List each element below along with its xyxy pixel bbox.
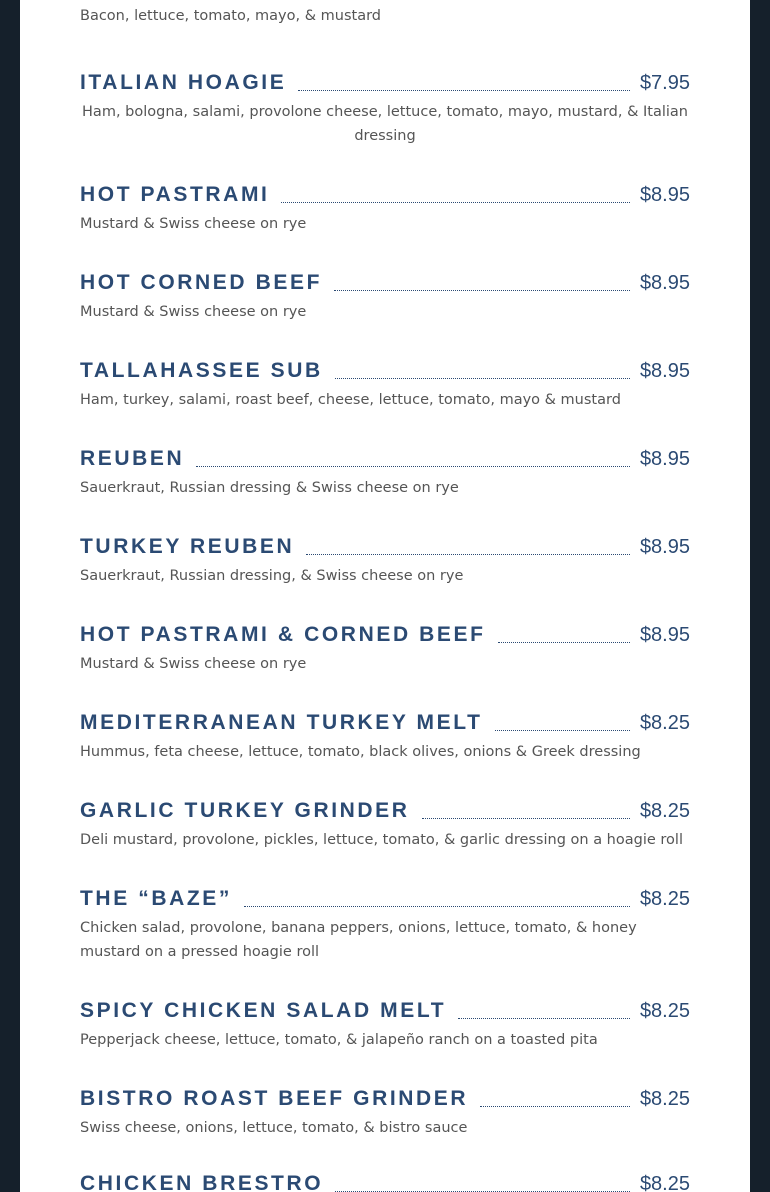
menu-item-description: Chicken salad, provolone, banana peppers, onions, lettuce, tomato, & honey mustard on a pressed hoagie roll xyxy=(80,920,637,960)
dotted-leader xyxy=(306,553,630,555)
menu-item-name: HOT PASTRAMI & CORNED BEEF xyxy=(80,623,486,646)
menu-item xyxy=(80,0,690,28)
menu-item xyxy=(80,180,690,236)
menu-item-description: Deli mustard, provolone, pickles, lettuce, tomato, & garlic dressing on a hoagie roll xyxy=(80,832,683,848)
menu-item-description: Pepperjack cheese, lettuce, tomato, & jalapeño ranch on a toasted pita xyxy=(80,1032,598,1048)
menu-item-header xyxy=(80,268,690,298)
menu-item-header xyxy=(80,444,690,474)
menu-item-price: $8.95 xyxy=(639,184,690,206)
menu-item xyxy=(80,1084,690,1140)
menu-item-header xyxy=(80,708,690,738)
menu-item-price: $8.95 xyxy=(639,272,690,294)
menu-item-price: $8.95 xyxy=(639,624,690,646)
dotted-leader xyxy=(458,1017,630,1019)
dotted-leader xyxy=(244,905,630,907)
menu-item-price: $7.95 xyxy=(639,72,690,94)
menu-item-name: HOT PASTRAMI xyxy=(80,183,270,206)
menu-item-price: $8.95 xyxy=(639,536,690,558)
menu-item-description: Ham, bologna, salami, provolone cheese, lettuce, tomato, mayo, mustard, & Italian dressing xyxy=(82,104,688,144)
dotted-leader xyxy=(335,377,630,379)
menu-item-header xyxy=(80,0,690,2)
menu-item-name: ITALIAN HOAGIE xyxy=(80,71,287,94)
menu-item xyxy=(80,796,690,852)
dotted-leader xyxy=(281,201,629,203)
menu-item-description: Bacon, lettuce, tomato, mayo, & mustard xyxy=(80,8,381,24)
menu-item-header xyxy=(80,996,690,1026)
menu-item-price: $8.25 xyxy=(639,1088,690,1110)
menu-item-price: $8.25 xyxy=(639,1000,690,1022)
menu-item-header xyxy=(80,1169,690,1192)
menu-item-price xyxy=(640,0,690,2)
dotted-leader xyxy=(480,1105,630,1107)
menu-item xyxy=(80,620,690,676)
menu-item-header xyxy=(80,532,690,562)
menu-item-name: REUBEN xyxy=(80,447,185,470)
dotted-leader xyxy=(495,729,630,731)
menu-item xyxy=(80,356,690,412)
menu-item-header xyxy=(80,356,690,386)
menu-item-header xyxy=(80,68,690,98)
menu-item xyxy=(80,884,690,964)
menu-item-price: $8.25 xyxy=(639,800,690,822)
menu-item xyxy=(80,1169,690,1192)
menu-item-name: GARLIC TURKEY GRINDER xyxy=(80,799,410,822)
menu-item-price: $8.25 xyxy=(639,1173,690,1192)
menu-item-header xyxy=(80,620,690,650)
menu-item-name: HOT CORNED BEEF xyxy=(80,271,323,294)
menu-item xyxy=(80,268,690,324)
menu-item xyxy=(80,708,690,764)
menu-item-name: TURKEY REUBEN xyxy=(80,535,295,558)
menu-item-description: Mustard & Swiss cheese on rye xyxy=(80,656,307,672)
dotted-leader xyxy=(498,641,630,643)
menu-item-description: Mustard & Swiss cheese on rye xyxy=(80,304,307,320)
menu-item-name: TALLAHASSEE SUB xyxy=(80,359,323,382)
menu-item-name: BISTRO ROAST BEEF GRINDER xyxy=(80,1087,469,1110)
dotted-leader xyxy=(422,817,630,819)
menu-item-description: Sauerkraut, Russian dressing & Swiss cheese on rye xyxy=(80,480,459,496)
menu-item-name: MEDITERRANEAN TURKEY MELT xyxy=(80,711,483,734)
menu-item-price: $8.95 xyxy=(639,360,690,382)
menu-item-name: CHICKEN BRESTRO xyxy=(80,1172,324,1192)
menu-item-description: Hummus, feta cheese, lettuce, tomato, black olives, onions & Greek dressing xyxy=(80,744,641,760)
menu-item-name: SPICY CHICKEN SALAD MELT xyxy=(80,999,447,1022)
dotted-leader xyxy=(334,289,630,291)
menu-item xyxy=(80,532,690,588)
menu-page xyxy=(20,0,750,1192)
dotted-leader xyxy=(196,465,630,467)
menu-item-description: Ham, turkey, salami, roast beef, cheese, lettuce, tomato, mayo & mustard xyxy=(80,392,621,408)
menu-item-description: Sauerkraut, Russian dressing, & Swiss cheese on rye xyxy=(80,568,464,584)
menu-item-price: $8.25 xyxy=(639,888,690,910)
menu-item-header xyxy=(80,884,690,914)
menu-item-header xyxy=(80,796,690,826)
menu-item-name xyxy=(80,0,319,2)
menu-item-price: $8.25 xyxy=(639,712,690,734)
menu-item-header xyxy=(80,180,690,210)
menu-item-name: THE “BAZE” xyxy=(80,887,232,910)
dotted-leader xyxy=(298,89,630,91)
menu-item-description: Swiss cheese, onions, lettuce, tomato, & bistro sauce xyxy=(80,1120,468,1136)
menu-item-description: Mustard & Swiss cheese on rye xyxy=(80,216,307,232)
menu-item-price: $8.95 xyxy=(639,448,690,470)
menu-item-header xyxy=(80,1084,690,1114)
menu-item xyxy=(80,444,690,500)
menu-item xyxy=(80,996,690,1052)
menu-item xyxy=(80,68,690,148)
